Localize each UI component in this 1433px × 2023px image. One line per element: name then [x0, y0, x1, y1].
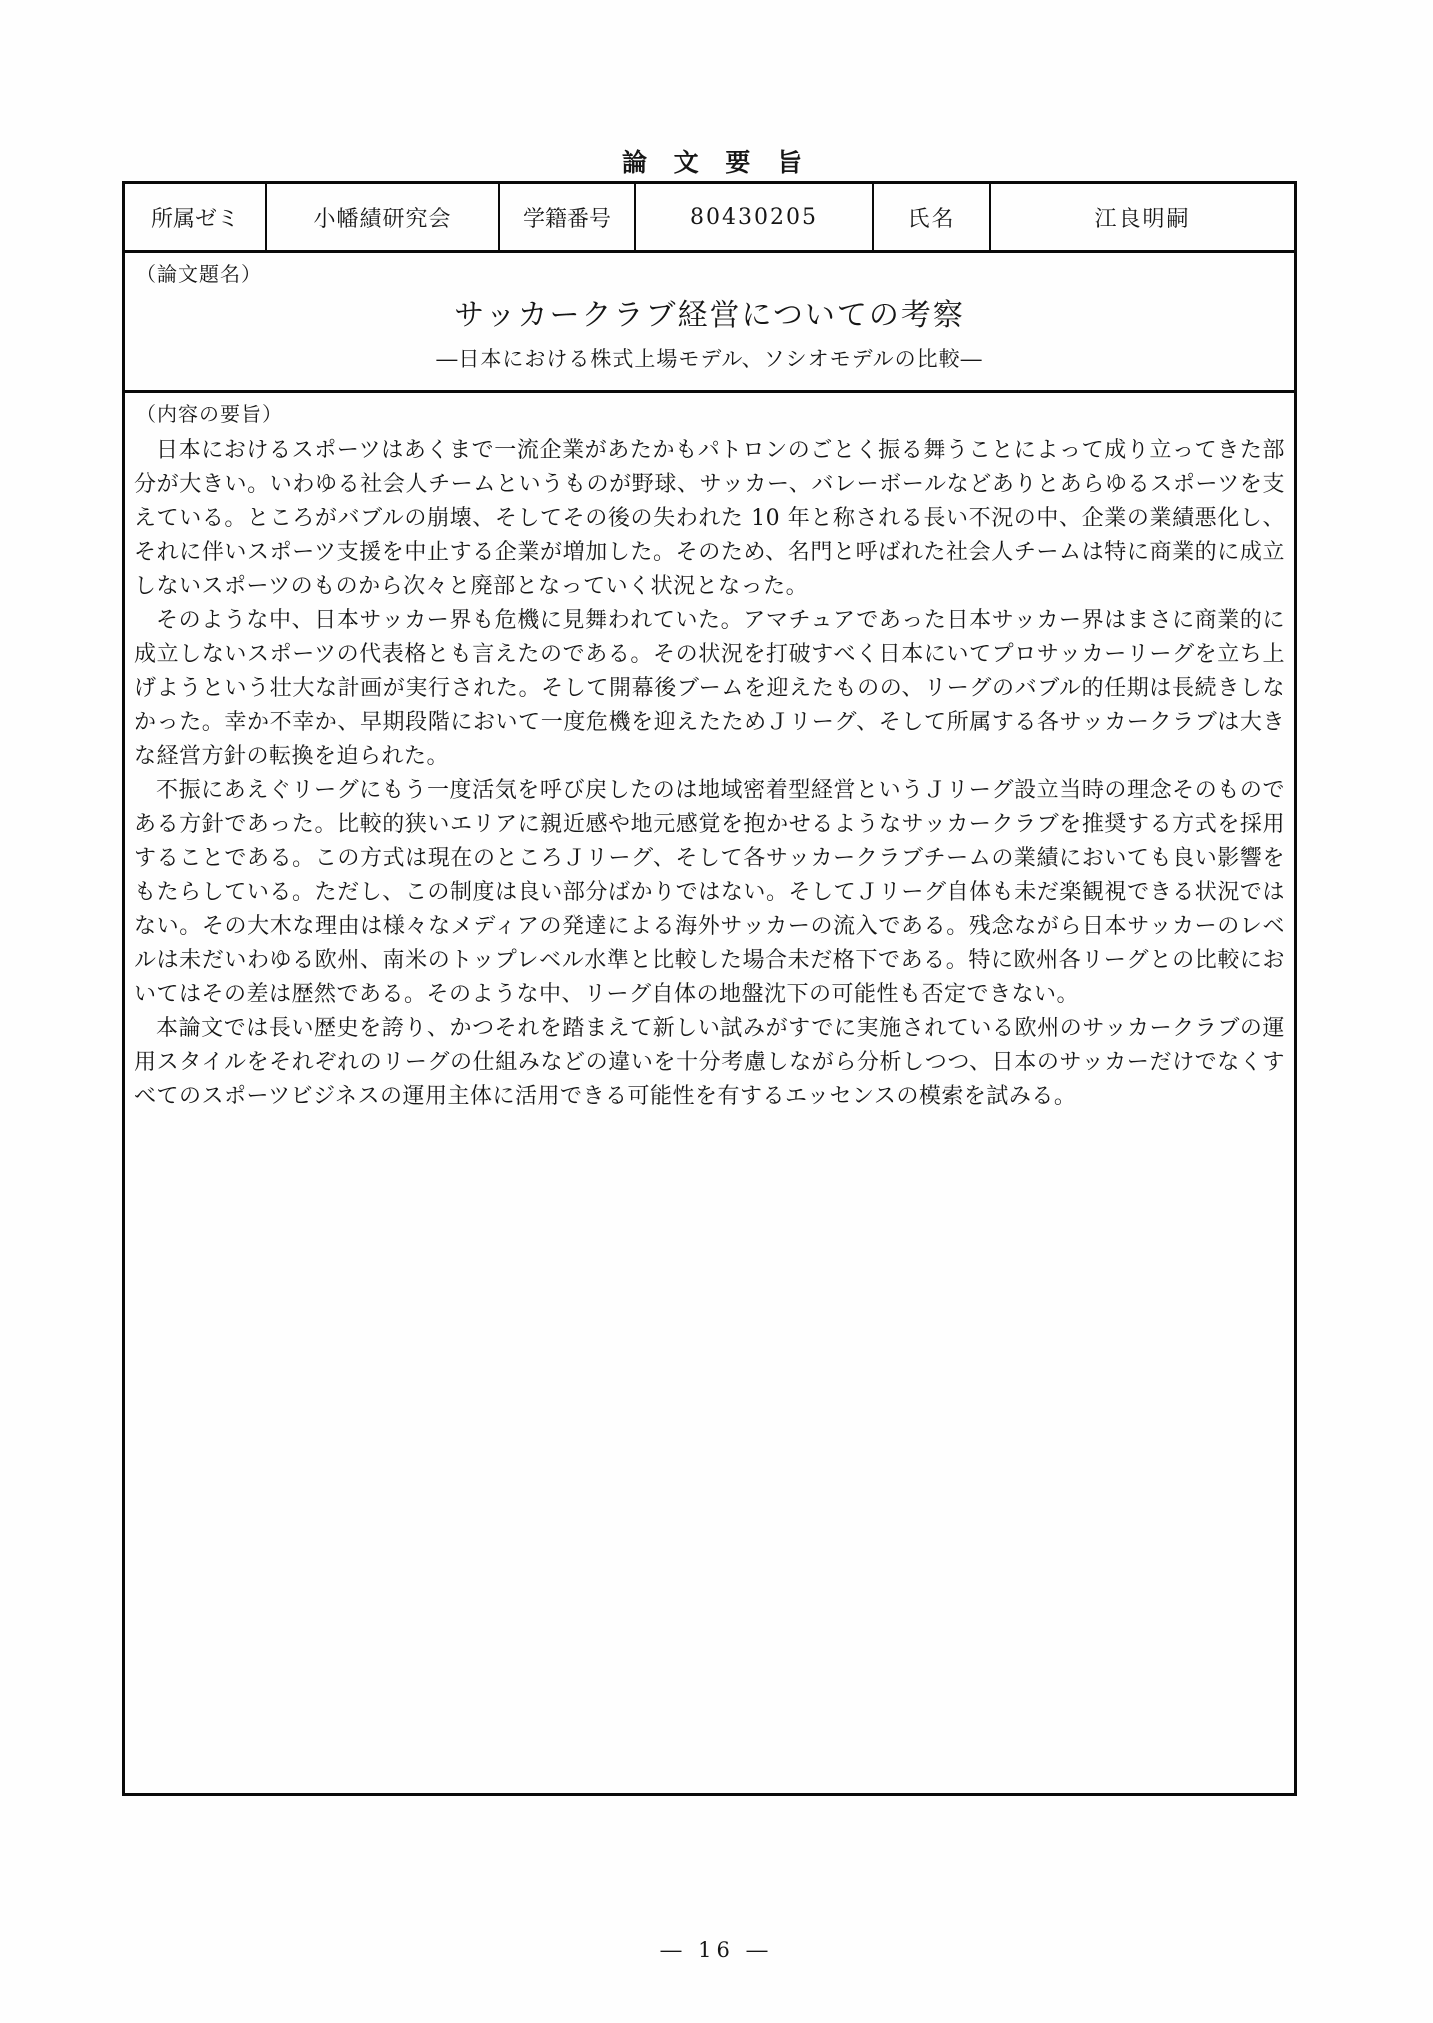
abstract-paragraph: 日本におけるスポーツはあくまで一流企業があたかもパトロンのごとく振る舞うことによって成り立ってきた部分が大きい。いわゆる社会人チームというものが野球、サッカー、バレーボールなどありとあらゆるスポーツを支えている。ところがバブルの崩壊、そしてその後の失われた 10 年と称される長い不況の中、企業の業績悪化し、それに伴いスポーツ支援を中止する企業が増加した。そのため、名門と呼ばれた社会人チームは特に商業的に成立しないスポーツのものから次々と廃部となっていく状況となった。 [134, 438, 1285, 599]
thesis-title-section [125, 253, 1294, 393]
abstract-form [122, 181, 1297, 1796]
field-label-student-id: 学籍番号 [500, 184, 636, 250]
abstract-paragraph: 本論文では長い歴史を誇り、かつそれを踏まえて新しい試みがすでに実施されている欧州のサッカークラブの運用スタイルをそれぞれのリーグの仕組みなどの違いを十分考慮しながら分析しつつ、日本のサッカーだけでなくすべてのスポーツビジネスの運用主体に活用できる可能性を有するエッセンスの模索を試みる。 [134, 1016, 1285, 1109]
field-label-name: 氏名 [874, 184, 991, 250]
abstract-caption: （内容の要旨） [136, 402, 283, 426]
thesis-title: サッカークラブ経営についての考察 [454, 298, 965, 333]
page-title: 論 文 要 旨 [621, 148, 812, 177]
thesis-subtitle: ―日本における株式上場モデル、ソシオモデルの比較― [436, 347, 983, 371]
thesis-title-caption: （論文題名） [136, 262, 262, 286]
header-table [125, 184, 1294, 253]
abstract-paragraph: 不振にあえぐリーグにもう一度活気を呼び戻したのは地域密着型経営というＪリーグ設立当時の理念そのものである方針であった。比較的狭いエリアに親近感や地元感覚を抱かせるようなサッカークラブを推奨する方式を採用することである。この方式は現在のところＪリーグ、そして各サッカークラブチームの業績においても良い影響をもたらしている。ただし、この制度は良い部分ばかりではない。そしてＪリーグ自体も未だ楽観視できる状況ではない。その大木な理由は様々なメディアの発達による海外サッカーの流入である。残念ながら日本サッカーのレベルは未だいわゆる欧州、南米のトップレベル水準と比較した場合未だ格下である。特に欧州各リーグとの比較においてはその差は歴然である。そのような中、リーグ自体の地盤沈下の可能性も否定できない。 [134, 778, 1285, 1007]
field-label-seminar: 所属ゼミ [125, 184, 267, 250]
field-value-seminar: 小幡績研究会 [267, 184, 500, 250]
field-value-student-id: 80430205 [636, 184, 874, 250]
field-value-name: 江良明嗣 [1094, 206, 1191, 232]
page-number: ― 16 ― [660, 1938, 773, 1962]
abstract-section [125, 393, 1294, 1114]
abstract-body [125, 427, 1294, 1114]
abstract-paragraph: そのような中、日本サッカー界も危機に見舞われていた。アマチュアであった日本サッカー界はまさに商業的に成立しないスポーツの代表格とも言えたのである。その状況を打破すべく日本にいてプロサッカーリーグを立ち上げようという壮大な計画が実行された。そして開幕後ブームを迎えたものの、リーグのバブル的任期は長続きしなかった。幸か不幸か、早期段階において一度危機を迎えたためＪリーグ、そして所属する各サッカークラブは大きな経営方針の転換を迫られた。 [134, 608, 1285, 769]
